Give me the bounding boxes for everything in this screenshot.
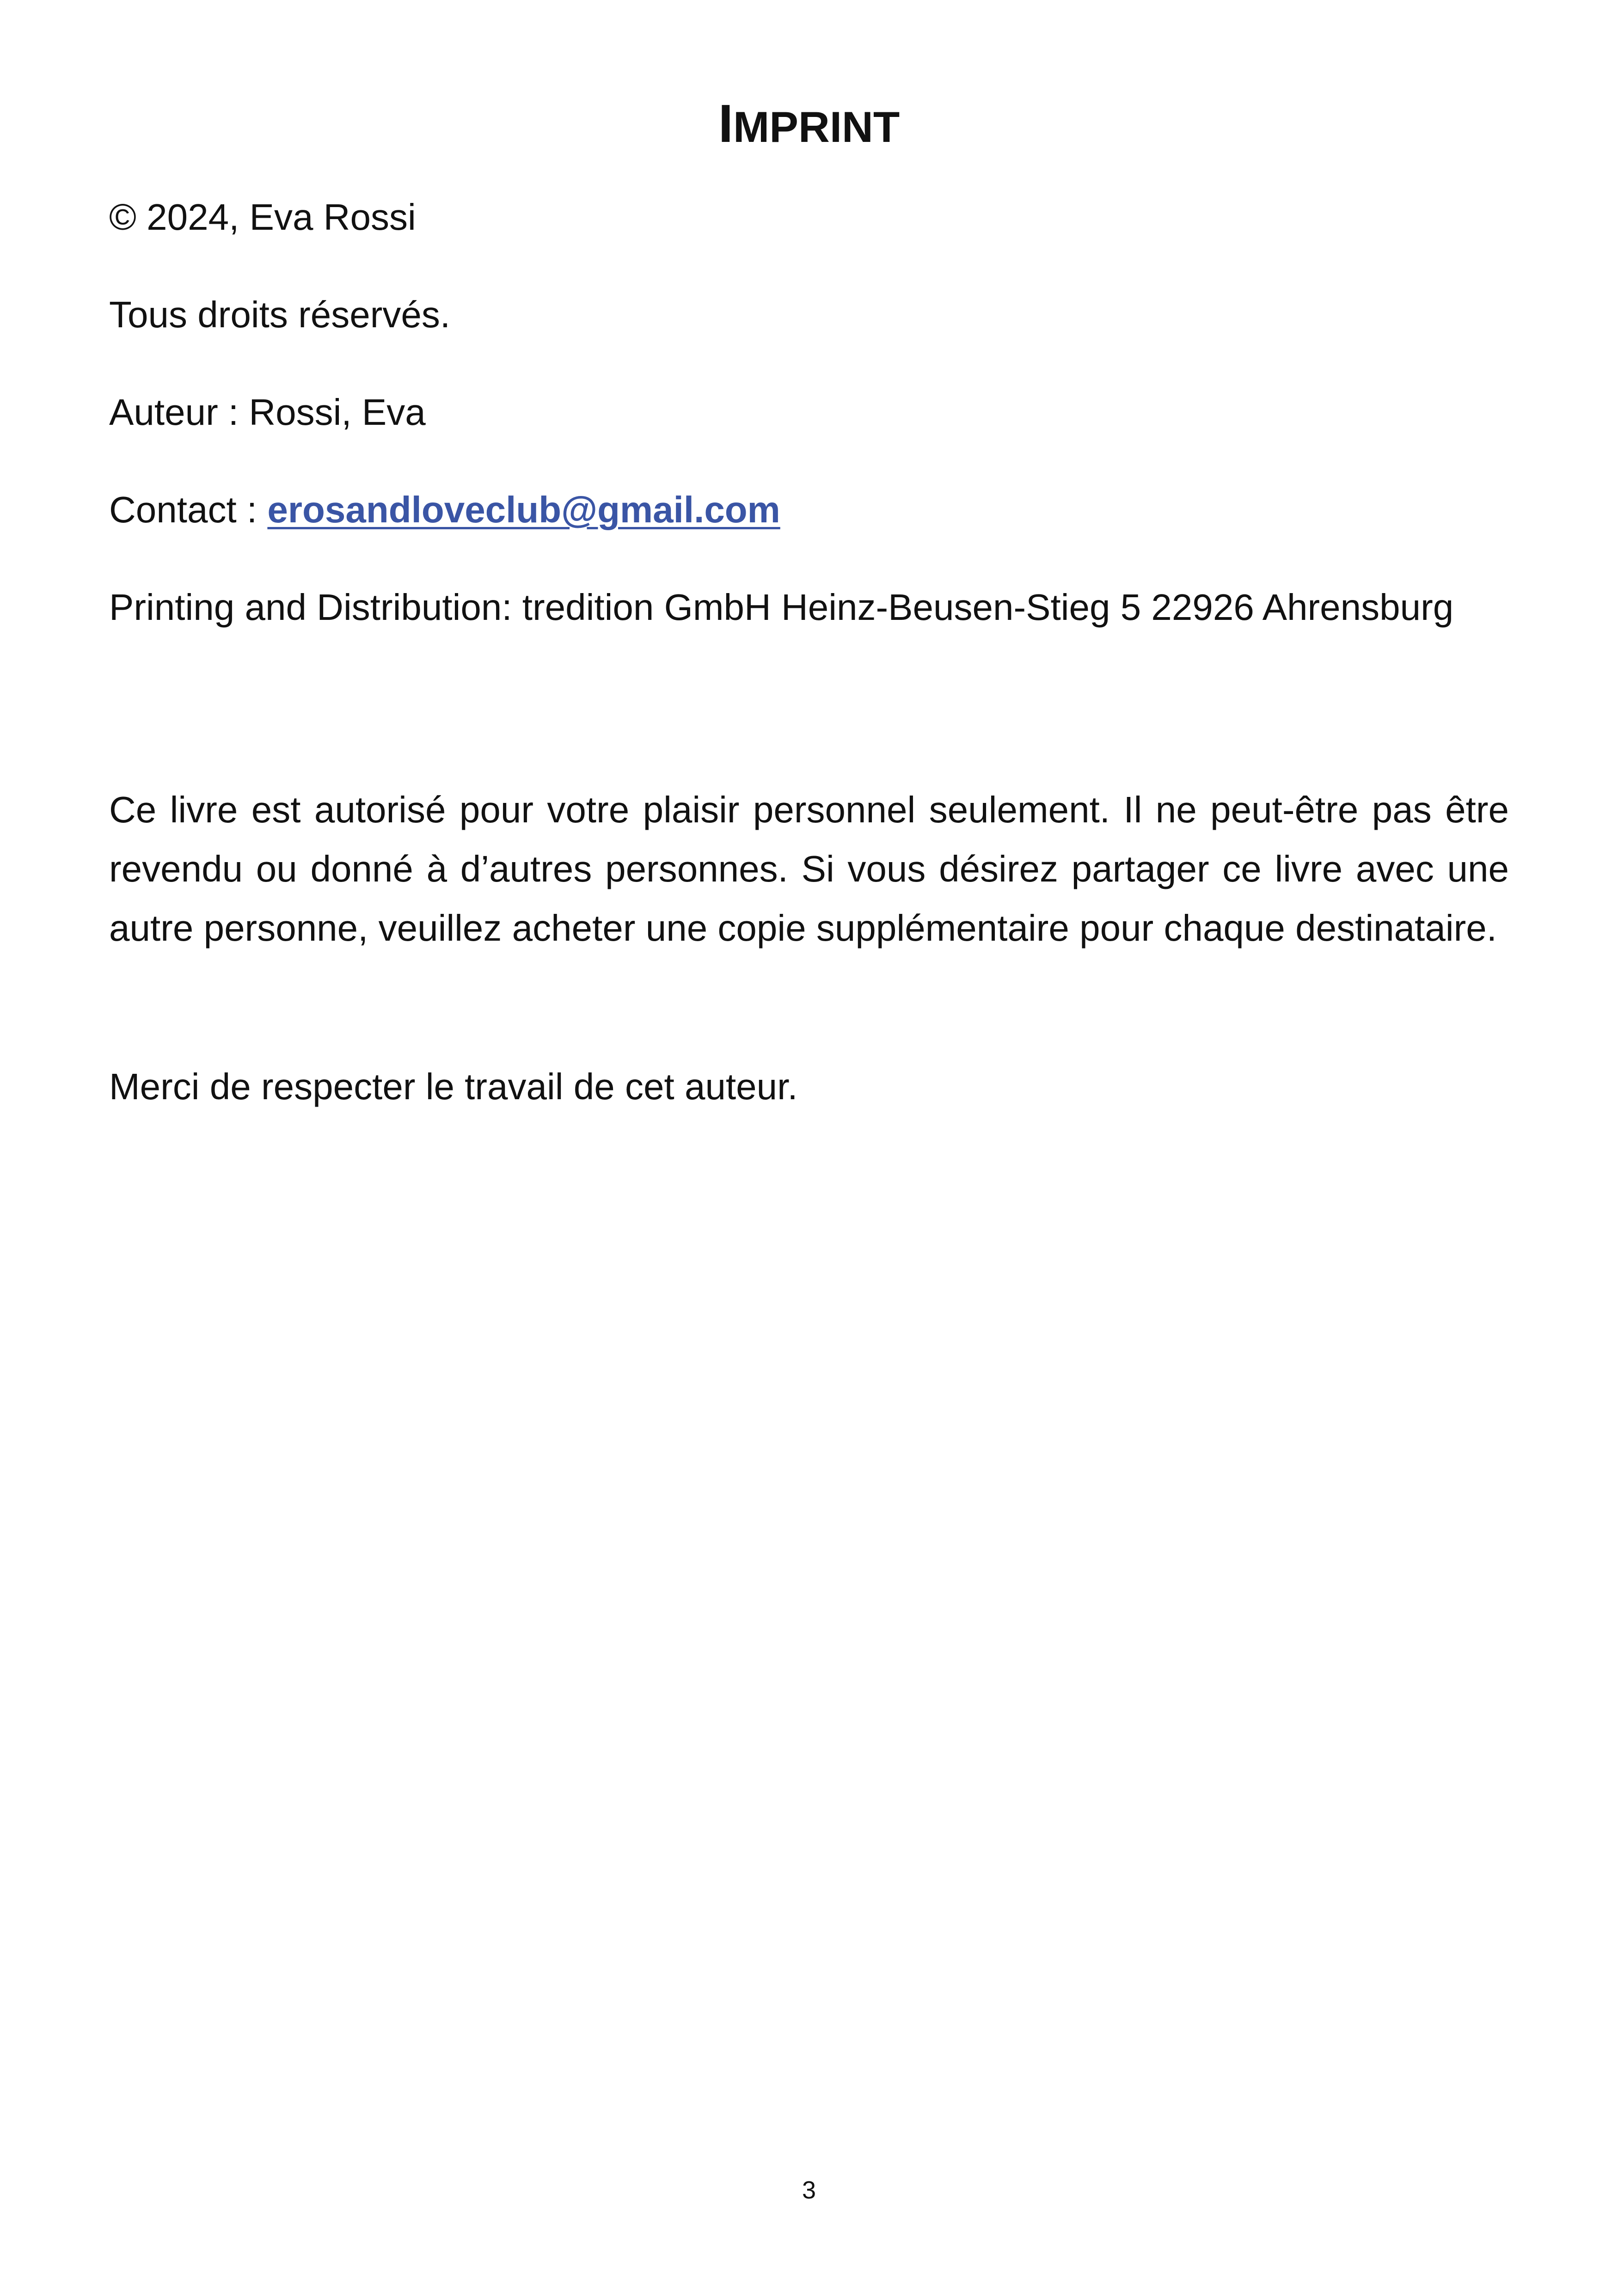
copyright-line: © 2024, Eva Rossi xyxy=(109,196,416,238)
thanks-line: Merci de respecter le travail de cet auteur. xyxy=(109,1066,798,1107)
printing-line: Printing and Distribution: tredition GmbH Heinz-Beusen-Stieg 5 22926 Ahrensburg xyxy=(109,587,1454,628)
license-paragraph: Ce livre est autorisé pour votre plaisir personnel seulement. Il ne peut-être pas être revendu ou donné à d’autres personnes. Si vous désirez partager ce livre avec une autre personne, veuillez acheter une copie supplémentaire pour chaque destinataire. xyxy=(109,789,1509,949)
contact-label: Contact : xyxy=(109,489,268,530)
contact-email-link[interactable]: erosandloveclub@gmail.com xyxy=(267,489,780,530)
page-title xyxy=(0,92,1618,154)
title-rest: MPRINT xyxy=(733,103,900,151)
author-line: Auteur : Rossi, Eva xyxy=(109,392,426,433)
contact-line xyxy=(109,487,780,533)
page-number: 3 xyxy=(802,2176,816,2204)
rights-line: Tous droits réservés. xyxy=(109,294,451,335)
title-initial: I xyxy=(718,93,733,153)
